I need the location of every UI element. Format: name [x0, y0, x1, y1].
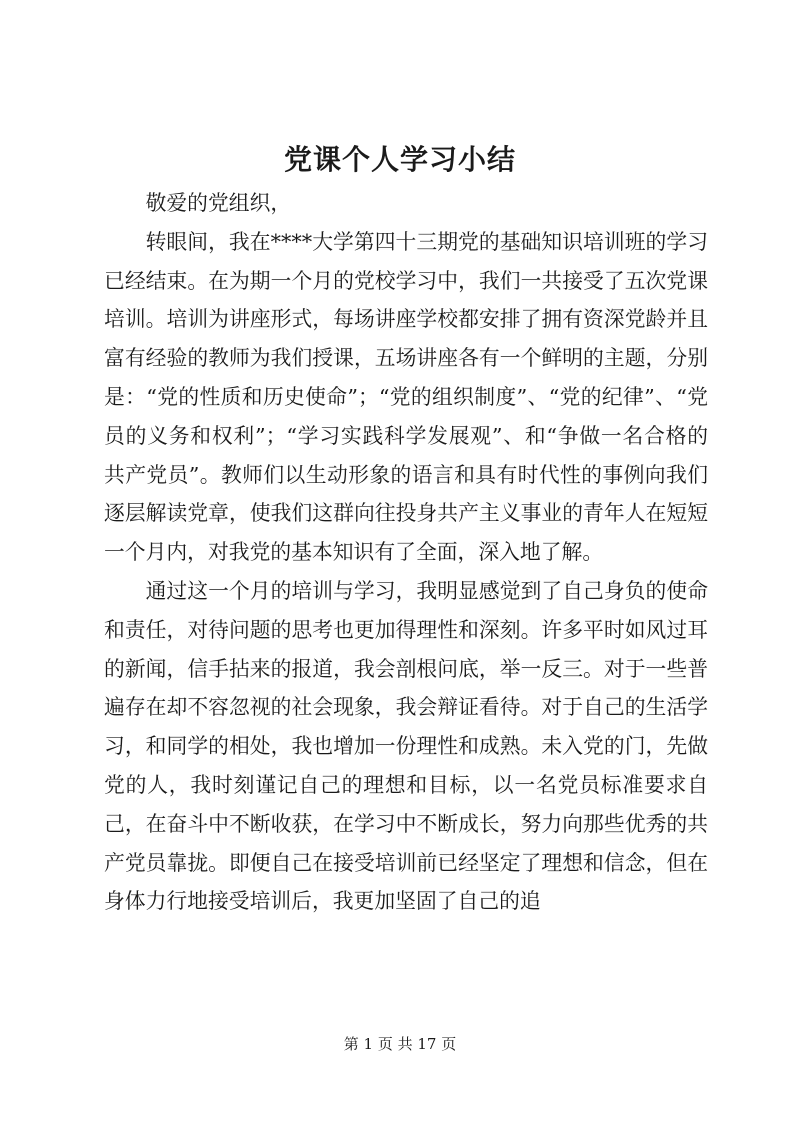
paragraph-1: 转眼间，我在****大学第四十三期党的基础知识培训班的学习已经结束。在为期一个月的党校学习中，我们一共接受了五次党课培训。培训为讲座形式，每场讲座学校都安排了拥有资深党龄并且富有经验的教师为我们授课，五场讲座各有一个鲜明的主题，分别是：“党的性质和历史使命”；“党的组织制度”、“党的纪律”、“党员的义务和权利”；“学习实践科学发展观”、和“争做一名合格的共产党员”。教师们以生动形象的语言和具有时代性的事例向我们逐层解读党章，使我们这群向往投身共产主义事业的青年人在短短一个月内，对我党的基本知识有了全面，深入地了解。	[104, 229, 708, 565]
page-footer: 第 1 页 共 17 页	[343, 1035, 457, 1053]
greeting: 敬爱的党组织，	[145, 191, 292, 215]
document-body	[104, 184, 708, 921]
page-title: 党课个人学习小结	[283, 143, 516, 176]
paragraph-2: 通过这一个月的培训与学习，我明显感觉到了自己身负的使命和责任，对待问题的思考也更加得理性和深刻。许多平时如风过耳的新闻，信手拈来的报道，我会剖根问底，举一反三。对于一些普遍存在却不容忽视的社会现象，我会辩证看待。对于自己的生活学习，和同学的相处，我也增加一份理性和成熟。未入党的门，先做党的人，我时刻谨记自己的理想和目标，以一名党员标准要求自己，在奋斗中不断收获，在学习中不断成长，努力向那些优秀的共产党员靠拢。即便自己在接受培训前已经坚定了理想和信念，但在身体力行地接受培训后，我更加坚固了自己的追	[104, 578, 708, 914]
